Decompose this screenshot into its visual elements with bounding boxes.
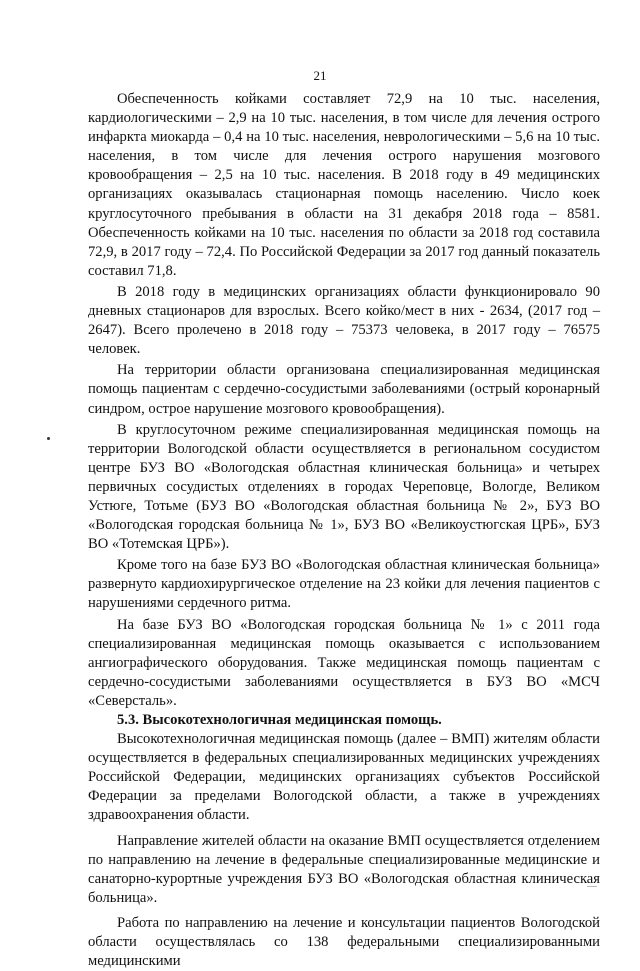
paragraph-bed-provision: Обеспеченность койками составляет 72,9 на 10 тыс. населения, кардиологическими – 2,9 на 10 тыс. населения, в том числе для лечения острого инфаркта миокарда – 0,4 на 10 тыс. населения, неврологическими – 5,6 на 10 тыс. населения, в том числе для лечения острого нарушения мозгового кровообращения – 2,5 на 10 тыс. населения. В 2018 году в 49 медицинских организациях оказывалась стационарная помощь населению. Число коек круглосуточного пребывания в области на 31 декабря 2018 года – 8581. Обеспеченность койками на 10 тыс. населения по области за 2018 год составила 72,9, в 2017 году – 72,4. По Российской Федерации за 2017 год данный показатель составил 71,8.	[88, 91, 600, 279]
paragraph-cardio-care: На территории области организована специализированная медицинская помощь пациентам с сердечно-сосудистыми заболеваниями (острый коронарный синдром, острое нарушение мозгового кровообращения).	[88, 362, 600, 417]
paragraph-day-hospitals: В 2018 году в медицинских организациях области функционировало 90 дневных стационаров для взрослых. Всего койко/мест в них - 2634, (2017 год – 2647). Всего пролечено в 2018 году – 75373 человека, в 2017 году – 76575 человек.	[88, 283, 600, 358]
paragraph-vmp-work: Работа по направлению на лечение и консультации пациентов Вологодской области осуществлялась со 138 федеральными специализированными медицинскими	[88, 914, 600, 970]
document-body	[88, 90, 600, 971]
scan-speck	[47, 437, 50, 440]
paragraph-vmp-definition: Высокотехнологичная медицинская помощь (далее – ВМП) жителям области осуществляется в федеральных специализированных медицинских учреждениях Российской Федерации, медицинских организациях субъектов Российской Федерации за пределами Вологодской области, а также в учреждениях здравоохранения области.	[88, 731, 600, 824]
scan-mark	[587, 886, 597, 891]
page-number: 21	[313, 68, 327, 83]
paragraph-angiography: На базе БУЗ ВО «Вологодская городская больница № 1» с 2011 года специализированная медицинская помощь оказывается с использованием ангиографического оборудования. Также медицинская помощь пациентам с сердечно-сосудистыми заболеваниями осуществляется в БУЗ ВО «МСЧ «Северсталь».	[88, 616, 600, 709]
paragraph-vmp-referral: Направление жителей области на оказание ВМП осуществляется отделением по направлению на лечение в федеральные специализированные медицинские и санаторно-курортные учреждения БУЗ ВО «Вологодская областная клиническая больница».	[88, 832, 600, 906]
paragraph-vascular-centers: В круглосуточном режиме специализированная медицинская помощь на территории Вологодской области осуществляется в региональном сосудистом центре БУЗ ВО «Вологодская областная клиническая больница» и четырех первичных сосудистых отделениях в городах Череповце, Вологде, Великом Устюге, Тотьме (БУЗ ВО «Вологодская областная больница № 2», БУЗ ВО «Вологодская городская больница № 1», БУЗ ВО «Великоустюгская ЦРБ», БУЗ ВО «Тотемская ЦРБ»).	[88, 421, 600, 553]
paragraph-cardiosurgery: Кроме того на базе БУЗ ВО «Вологодская областная клиническая больница» развернуто кардиохирургическое отделение на 23 койки для лечения пациентов с нарушениями сердечного ритма.	[88, 557, 600, 612]
section-heading: 5.3. Высокотехнологичная медицинская помощь.	[117, 712, 442, 728]
